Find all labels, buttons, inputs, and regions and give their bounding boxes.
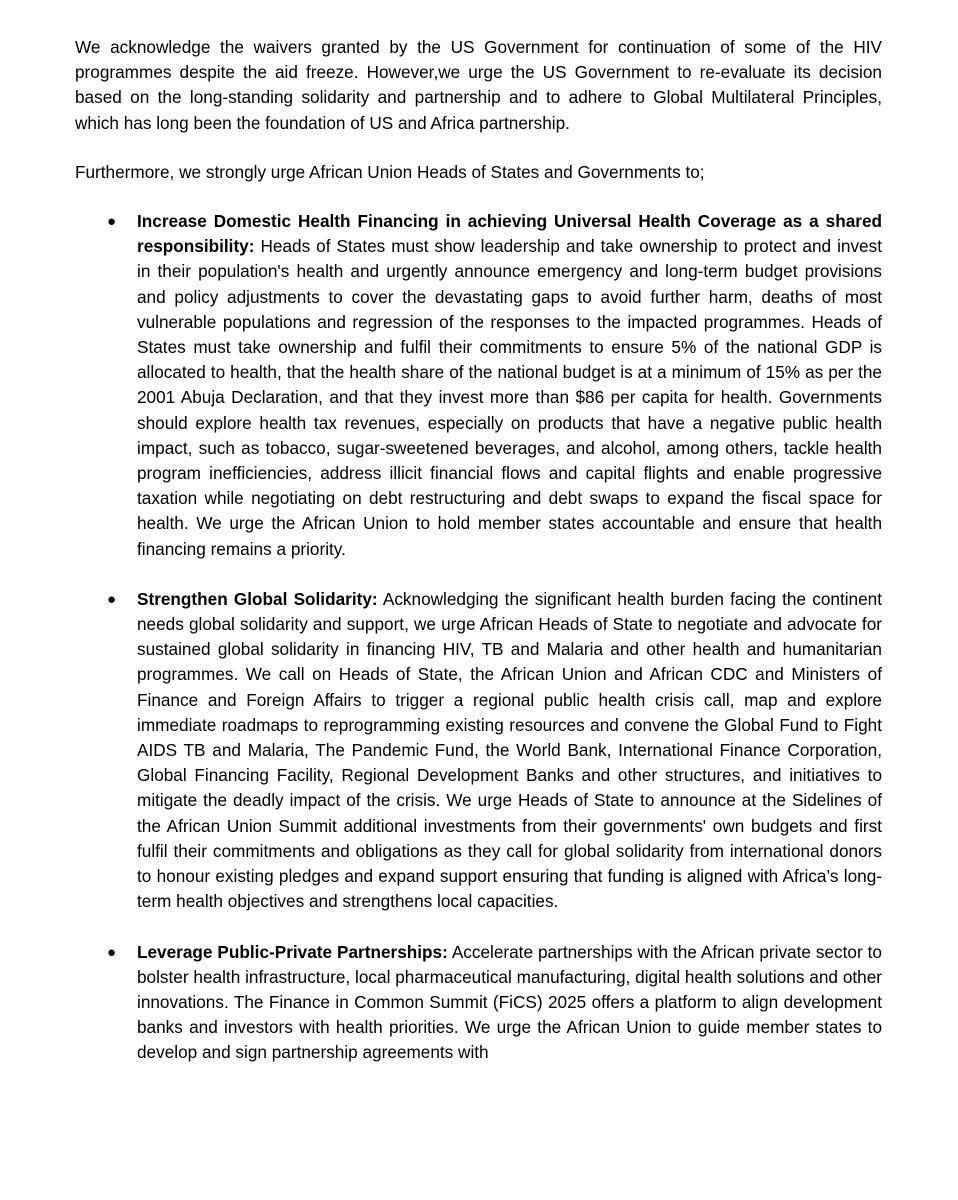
bullet-body: Accelerate partnerships with the African private sector to bolster health infrastructure, local pharmaceutical manufacturing, digital health solutions and other innovations. The Finance in Common Summit (FiCS) 2025 offers a platform to align development banks and investors with health priorities. We urge the African Union to guide member states to develop and sign partnership agreements with xyxy=(137,941,882,1063)
list-item-global-solidarity xyxy=(75,587,882,915)
bullet-body: Acknowledging the significant health burden facing the continent needs global solidarity and support, we urge African Heads of State to negotiate and advocate for sustained global solidarity in financing HIV, TB and Malaria and other health and humanitarian programmes. We call on Heads of State, the African Union and African CDC and Ministers of Finance and Foreign Affairs to trigger a regional public health crisis call, map and explore immediate roadmaps to reprogramming existing resources and convene the Global Fund to Fight AIDS TB and Malaria, The Pandemic Fund, the World Bank, International Finance Corporation, Global Financing Facility, Regional Development Banks and other structures, and initiatives to mitigate the deadly impact of the crisis. We urge Heads of State to announce at the Sidelines of the African Union Summit additional investments from their governments' own budgets and first fulfil their commitments and obligations as they call for global solidarity from international donors to honour existing pledges and expand support ensuring that funding is aligned with Africa’s long-term health objectives and strengthens local capacities. xyxy=(137,588,882,912)
bullet-heading: Increase Domestic Health Financing in achieving Universal Health Coverage as a shared responsibility: xyxy=(137,211,882,257)
bullet-body: Heads of States must show leadership and take ownership to protect and invest in their population's health and urgently announce emergency and long-term budget provisions and policy adjustments to cover the devastating gaps to avoid further harm, deaths of most vulnerable populations and regression of the responses to the impacted programmes. Heads of States must take ownership and fulfil their commitments to ensure 5% of the national GDP is allocated to health, that the health share of the national budget is at a minimum of 15% as per the 2001 Abuja Declaration, and that they invest more than $86 per capita for health. Governments should explore health tax revenues, especially on products that have a negative public health impact, such as tobacco, sugar-sweetened beverages, and alcohol, among others, tackle health program inefficiencies, address illicit financial flows and capital flights and enable progressive taxation while negotiating on debt restructuring and debt swaps to expand the fiscal space for health. We urge the African Union to hold member states accountable and ensure that health financing remains a priority. xyxy=(137,236,882,559)
list-item-domestic-financing xyxy=(75,209,882,562)
document-page xyxy=(75,35,882,1066)
bullet-heading: Leverage Public-Private Partnerships: xyxy=(137,941,448,962)
bullet-icon: ● xyxy=(107,943,117,961)
intro-paragraph: We acknowledge the waivers granted by the US Government for continuation of some of the HIV programmes despite the aid freeze. However,we urge the US Government to re-evaluate its decision based on the long-standing solidarity and partnership and to adhere to Global Multilateral Principles, which has long been the foundation of US and Africa partnership. xyxy=(75,37,882,133)
bullet-icon: ● xyxy=(107,590,117,608)
bullet-heading: Strengthen Global Solidarity: xyxy=(137,588,378,609)
call-to-action-paragraph: Furthermore, we strongly urge African Union Heads of States and Governments to; xyxy=(75,161,705,182)
bullet-icon: ● xyxy=(107,213,117,231)
recommendations-list xyxy=(75,209,882,1066)
list-item-public-private-partnerships xyxy=(75,940,882,1066)
